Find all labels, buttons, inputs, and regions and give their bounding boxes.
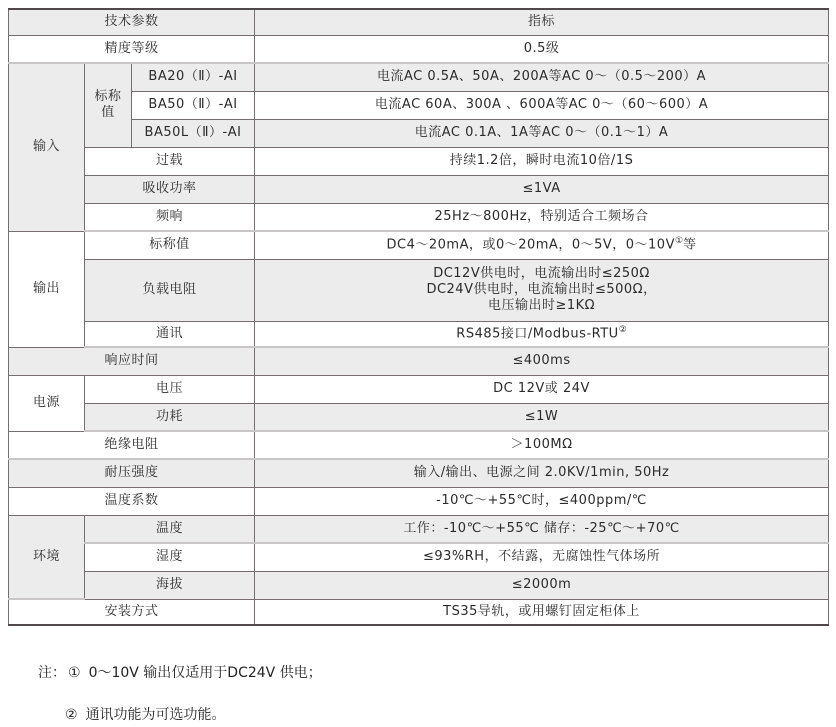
- table-row: [9, 91, 829, 119]
- table-row: [9, 259, 829, 321]
- header-indicator: 指标: [255, 9, 829, 35]
- cell-consumption-label: 功耗: [85, 403, 255, 431]
- cell-output-group: 输出: [9, 231, 85, 347]
- cell-consumption-value: ≤1W: [255, 403, 829, 431]
- cell-input-nominal-label: 标称值: [85, 63, 132, 147]
- footnote-prefix: 注：: [38, 665, 66, 681]
- cell-accuracy-value: 0.5级: [255, 35, 829, 63]
- load-value-line1: DC12V供电时，电流输出时≤250Ω: [433, 265, 650, 281]
- header-param: 技术参数: [9, 9, 255, 35]
- footnote-2: [65, 704, 828, 724]
- cell-output-nominal-value: [255, 231, 829, 259]
- cell-overload-value: 持续1.2倍，瞬时电流10倍/1S: [255, 147, 829, 175]
- table-row: [9, 63, 829, 91]
- cell-temperature-label: 温度: [85, 515, 255, 543]
- footnote-1: [38, 662, 828, 682]
- footnote-ref-2: ②: [618, 324, 627, 335]
- cell-temp-coeff-label: 温度系数: [9, 487, 255, 515]
- table-row: [9, 571, 829, 599]
- table-row: [9, 231, 829, 259]
- table-row: [9, 403, 829, 431]
- table-row: [9, 459, 829, 487]
- cell-ba50l-value: 电流AC 0.1A、1A等AC 0～（0.1～1）A: [255, 119, 829, 147]
- cell-ba50-label: BA50（Ⅱ）-AI: [132, 91, 255, 119]
- cell-humidity-value: ≤93%RH，不结露，无腐蚀性气体场所: [255, 543, 829, 571]
- cell-overload-label: 过载: [85, 147, 255, 175]
- cell-load-value: [255, 259, 829, 321]
- table-row: [9, 375, 829, 403]
- cell-withstand-value: 输入/输出、电源之间 2.0KV/1min, 50Hz: [255, 459, 829, 487]
- table-row: [9, 119, 829, 147]
- cell-ba50l-label: BA50L（Ⅱ）-AI: [132, 119, 255, 147]
- cell-mounting-value: TS35导轨，或用螺钉固定柜体上: [255, 599, 829, 625]
- cell-ba20-value: 电流AC 0.5A、50A、200A等AC 0～（0.5～200）A: [255, 63, 829, 91]
- cell-voltage-label: 电压: [85, 375, 255, 403]
- footnote-ref-1: ①: [674, 236, 684, 247]
- table-row: [9, 9, 829, 35]
- cell-accuracy-label: 精度等级: [9, 35, 255, 63]
- footnote-2-text: 通讯功能为可选功能。: [85, 707, 226, 723]
- cell-humidity-label: 湿度: [85, 543, 255, 571]
- table-row: [9, 147, 829, 175]
- footnote-1-text: 0～10V 输出仅适用于DC24V 供电；: [88, 665, 322, 681]
- table-row: [9, 599, 829, 625]
- table-row: [9, 347, 829, 375]
- footnote-1-marker: ①: [68, 665, 81, 681]
- table-row: [9, 175, 829, 203]
- table-row: [9, 203, 829, 231]
- cell-environment-group: 环境: [9, 515, 85, 599]
- footnote-2-marker: ②: [65, 707, 78, 723]
- spec-table: [8, 8, 829, 626]
- table-row: [9, 431, 829, 459]
- table-row: [9, 515, 829, 543]
- cell-temperature-value: 工作：-10℃～+55℃ 储存：-25℃～+70℃: [255, 515, 829, 543]
- table-row: [9, 487, 829, 515]
- cell-temp-coeff-value: -10℃～+55℃时，≤400ppm/℃: [255, 487, 829, 515]
- cell-freq-value: 25Hz～800Hz，特别适合工频场合: [255, 203, 829, 231]
- cell-input-group: 输入: [9, 63, 85, 231]
- cell-mounting-label: 安装方式: [9, 599, 255, 625]
- footnotes: [38, 662, 828, 724]
- nominal-value-text: DC4～20mA，或0～20mA，0～5V，0～10V: [386, 237, 675, 253]
- cell-load-label: 负载电阻: [85, 259, 255, 321]
- load-value-line2: DC24V供电时，电流输出时≤500Ω，: [426, 281, 657, 297]
- load-value-line3: 电压输出时≥1KΩ: [487, 298, 596, 314]
- cell-comm-label: 通讯: [85, 321, 255, 347]
- cell-freq-label: 频响: [85, 203, 255, 231]
- cell-ba20-label: BA20（Ⅱ）-AI: [132, 63, 255, 91]
- cell-voltage-value: DC 12V或 24V: [255, 375, 829, 403]
- cell-altitude-label: 海拔: [85, 571, 255, 599]
- cell-ba50-value: 电流AC 60A、300A 、600A等AC 0～（60～600）A: [255, 91, 829, 119]
- cell-response-label: 响应时间: [9, 347, 255, 375]
- cell-response-value: ≤400ms: [255, 347, 829, 375]
- table-row: [9, 543, 829, 571]
- table-row: [9, 35, 829, 63]
- cell-power-absorb-value: ≤1VA: [255, 175, 829, 203]
- table-row: [9, 321, 829, 347]
- cell-power-absorb-label: 吸收功率: [85, 175, 255, 203]
- cell-comm-value: [255, 321, 829, 347]
- cell-insulation-value: ＞100MΩ: [255, 431, 829, 459]
- nominal-value-tail: 等: [683, 237, 697, 253]
- cell-insulation-label: 绝缘电阻: [9, 431, 255, 459]
- cell-withstand-label: 耐压强度: [9, 459, 255, 487]
- cell-altitude-value: ≤2000m: [255, 571, 829, 599]
- comm-value-text: RS485接口/Modbus-RTU: [456, 326, 619, 342]
- cell-output-nominal-label: 标称值: [85, 231, 255, 259]
- cell-power-group: 电源: [9, 375, 85, 431]
